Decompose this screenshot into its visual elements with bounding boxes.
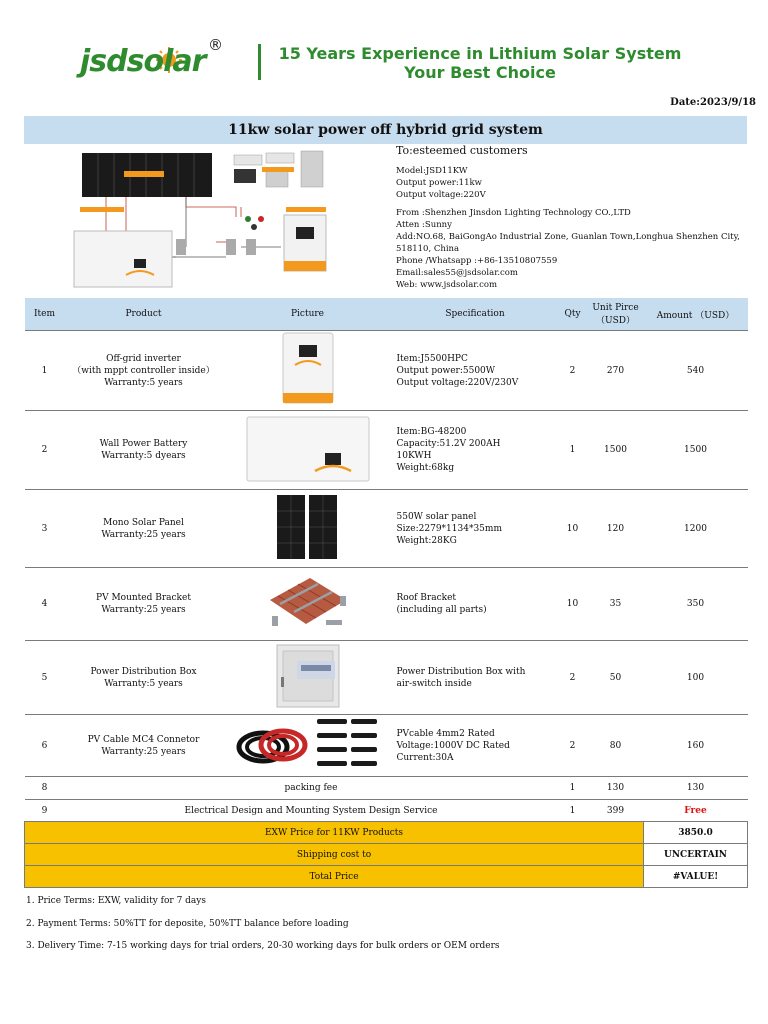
col-specification: Specification — [393, 298, 558, 331]
item-number: 4 — [25, 568, 65, 641]
home-appliances-icon — [234, 151, 323, 187]
spec-line: PVcable 4mm2 Rated — [396, 728, 495, 739]
qty: 1 — [558, 800, 588, 822]
spec-cell — [393, 411, 558, 490]
shipping-value: UNCERTAIN — [644, 844, 748, 866]
item-number: 2 — [25, 411, 65, 490]
total-value: #VALUE! — [644, 866, 748, 888]
product-name: Power Distribution Box — [90, 666, 197, 677]
email: Email:sales55@jsdsolar.com — [396, 268, 518, 278]
unit-price: 120 — [588, 490, 644, 568]
spec-cell — [393, 568, 558, 641]
table-row — [25, 411, 748, 490]
spec-line: Output power:5500W — [396, 365, 496, 376]
spec-line: (including all parts) — [396, 605, 487, 615]
picture-cell — [223, 331, 393, 411]
unit-price: 35 — [588, 568, 644, 641]
spec-cell — [393, 641, 558, 715]
product-warranty: Warranty:25 years — [101, 529, 186, 540]
battery-icon — [243, 413, 373, 485]
company-tagline — [270, 44, 690, 82]
item-number: 8 — [25, 777, 65, 800]
recipient: To:esteemed customers — [396, 144, 528, 157]
solar-array-icon — [82, 153, 212, 197]
company-logo — [80, 38, 270, 88]
qty: 1 — [558, 411, 588, 490]
spec-line: Power Distribution Box with — [396, 666, 526, 677]
tagline-line-2: Your Best Choice — [404, 63, 556, 82]
qty: 2 — [558, 331, 588, 411]
atten: Atten :Sunny — [396, 220, 452, 230]
spec-line: Weight:28KG — [396, 535, 457, 546]
col-product: Product — [65, 298, 223, 331]
spec-line: 550W solar panel — [396, 511, 477, 522]
picture-cell — [223, 715, 393, 777]
spec-line: Voltage:1000V DC Rated — [396, 740, 510, 751]
total-row — [25, 866, 748, 888]
roof-bracket-icon — [260, 570, 356, 636]
shipping-label: Shipping cost to — [25, 844, 644, 866]
website: Web: www.jsdsolar.com — [396, 280, 498, 290]
amount: 540 — [644, 331, 748, 411]
product-cell — [65, 715, 223, 777]
amount: 1200 — [644, 490, 748, 568]
exw-label: EXW Price for 11KW Products — [25, 822, 644, 844]
inverter-icon — [273, 331, 343, 407]
qty: 2 — [558, 715, 588, 777]
unit-price: 399 — [588, 800, 644, 822]
picture-cell — [223, 568, 393, 641]
quote-title: 11kw solar power off hybrid grid system — [24, 116, 747, 144]
inverter-icon — [284, 215, 326, 271]
item-number: 5 — [25, 641, 65, 715]
col-unit-price: Unit Pirce（USD） — [588, 298, 644, 331]
picture-cell — [223, 641, 393, 715]
table-row — [25, 800, 748, 822]
item-number: 9 — [25, 800, 65, 822]
qty: 2 — [558, 641, 588, 715]
service-label: Electrical Design and Mounting System Design Service — [65, 800, 558, 822]
spec-line: 10KWH — [396, 451, 432, 461]
exw-value: 3850.0 — [644, 822, 748, 844]
terms — [26, 890, 500, 958]
header-divider — [258, 44, 261, 80]
battery-icon — [74, 231, 172, 287]
quote-date: Date:2023/9/18 — [670, 97, 756, 108]
product-warranty: Warranty:25 years — [101, 605, 186, 615]
spec-cell — [393, 331, 558, 411]
spec-line: Current:30A — [396, 752, 454, 763]
picture-cell — [223, 490, 393, 568]
unit-price: 1500 — [588, 411, 644, 490]
col-item: Item — [25, 298, 65, 331]
amount: 100 — [644, 641, 748, 715]
table-row — [25, 641, 748, 715]
col-amount: Amount （USD） — [644, 298, 748, 331]
amount: 350 — [644, 568, 748, 641]
product-cell — [65, 411, 223, 490]
quotation-table — [24, 298, 748, 888]
product-cell — [65, 568, 223, 641]
item-number: 6 — [25, 715, 65, 777]
delivery-time: 3. Delivery Time: 7-15 working days for trial orders, 20-30 working days for bulk orders or OEM orders — [26, 941, 500, 951]
phone: Phone /Whatsapp :+86-13510807559 — [396, 256, 558, 266]
distribution-box-icon — [273, 643, 343, 709]
spec-line: Capacity:51.2V 200AH — [396, 439, 501, 449]
price-terms: 1. Price Terms: EXW, validity for 7 days — [26, 896, 207, 906]
amount: 130 — [644, 777, 748, 800]
product-cell — [65, 641, 223, 715]
product-name: Wall Power Battery — [99, 439, 188, 449]
product-name: PV Mounted Bracket — [96, 593, 191, 603]
spec-line: Roof Bracket — [396, 593, 457, 603]
product-cell — [65, 490, 223, 568]
pv-cable-icon — [233, 715, 383, 773]
from: From :Shenzhen Jinsdon Lighting Technology CO.,LTD — [396, 208, 631, 218]
spec-line: Item:J5500HPC — [396, 353, 468, 364]
product-warranty: Warranty:5 years — [104, 678, 183, 689]
table-header-row — [25, 298, 748, 331]
item-number: 1 — [25, 331, 65, 411]
address: Add:NO.68, BaiGongAo Industrial Zone, Guanlan Town,Longhua Shenzhen City, 518110, China — [396, 232, 740, 254]
spec-cell — [393, 715, 558, 777]
model: Model:JSD11KW — [396, 166, 468, 176]
spec-line: Output voltage:220V/230V — [396, 377, 519, 388]
product-warranty: Warranty:25 years — [101, 746, 186, 757]
table-row — [25, 490, 748, 568]
payment-terms: 2. Payment Terms: 50%TT for deposite, 50%TT balance before loading — [26, 918, 349, 929]
qty: 1 — [558, 777, 588, 800]
item-number: 3 — [25, 490, 65, 568]
amount: 160 — [644, 715, 748, 777]
spec-cell — [393, 490, 558, 568]
amount-free: Free — [644, 800, 748, 822]
table-row — [25, 715, 748, 777]
spec-line: air-switch inside — [396, 678, 472, 689]
table-row — [25, 331, 748, 411]
product-warranty: Warranty:5 dyears — [101, 451, 186, 461]
picture-cell — [223, 411, 393, 490]
unit-price: 270 — [588, 331, 644, 411]
distribution-diagram-icon — [245, 216, 264, 230]
shipping-row — [25, 844, 748, 866]
output-voltage: Output voltage:220V — [396, 190, 486, 200]
product-name: Mono Solar Panel — [103, 517, 184, 528]
quote-info — [396, 145, 751, 291]
product-cell — [65, 331, 223, 411]
unit-price: 130 — [588, 777, 644, 800]
amount: 1500 — [644, 411, 748, 490]
fee-label: packing fee — [65, 777, 558, 800]
solar-panel-icon — [273, 491, 343, 563]
col-qty: Qty — [558, 298, 588, 331]
logo-wordmark: jsdsolar — [80, 44, 206, 79]
system-diagram — [66, 147, 336, 293]
qty: 10 — [558, 568, 588, 641]
tagline-line-1: 15 Years Experience in Lithium Solar System — [278, 44, 682, 63]
product-warranty: Warranty:5 years — [104, 377, 183, 388]
total-label: Total Price — [25, 866, 644, 888]
table-row — [25, 568, 748, 641]
col-picture: Picture — [223, 298, 393, 331]
unit-price: 80 — [588, 715, 644, 777]
product-name: Off-grid inverter — [106, 353, 181, 364]
output-power: Output power:11kw — [396, 178, 482, 188]
product-note: （with mppt controller inside） — [72, 365, 215, 376]
registered-mark: ® — [208, 36, 223, 54]
spec-line: Item:BG-48200 — [396, 427, 467, 437]
table-row — [25, 777, 748, 800]
unit-price: 50 — [588, 641, 644, 715]
product-name: PV Cable MC4 Connetor — [87, 734, 200, 745]
spec-line: Size:2279*1134*35mm — [396, 523, 502, 534]
exw-price-row — [25, 822, 748, 844]
spec-line: Weight:68kg — [396, 463, 455, 473]
qty: 10 — [558, 490, 588, 568]
